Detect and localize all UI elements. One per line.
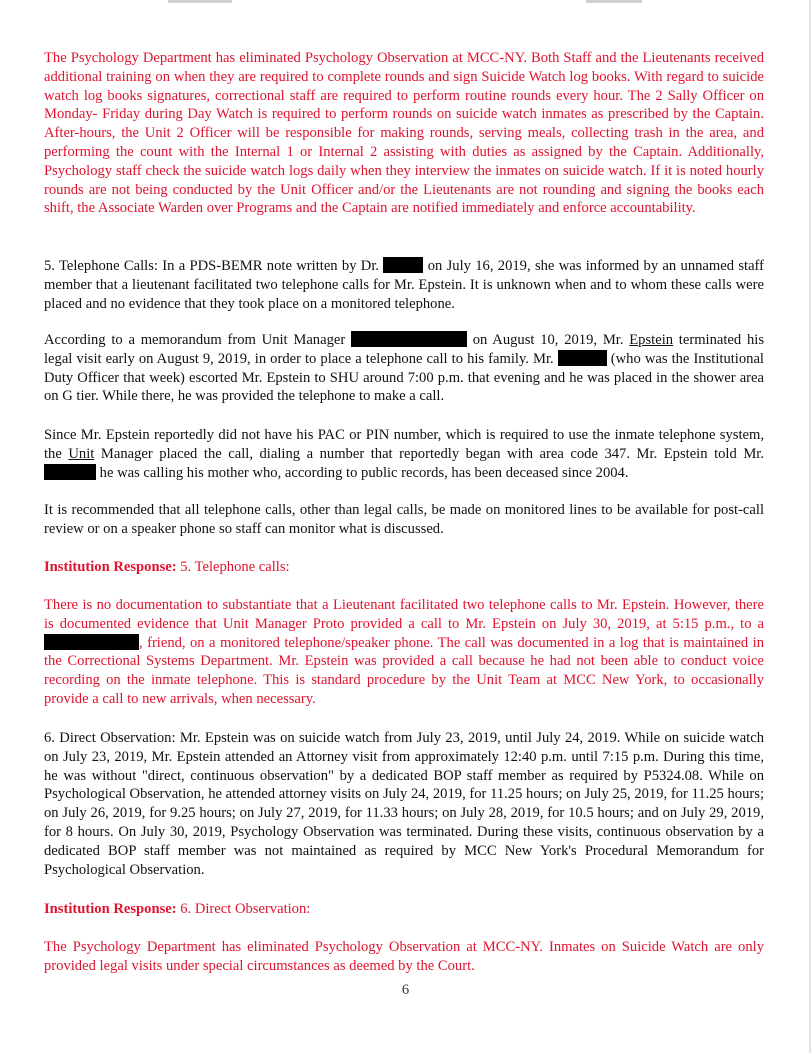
text-span: (who was the Institutional Duty Officer that week) escorted Mr. Epstein to SHU around 7:00 p.m. that evening and he was placed in the shower area on G tier. While there, he was provided the telephone to make a call. — [44, 350, 764, 405]
response-paragraph-suicide-watch: The Psychology Department has eliminated Psychology Observation at MCC-NY. Both Staff and the Lieutenants received additional training on when they are required to complete rounds and sign Suicide Watch log books. With regard to suicide watch log books signatures, correctional staff are required to perform routine rounds every hour. The 2 Sally Officer on Monday- Friday during Day Watch is required to perform rounds on suicide watch inmates as prescribed by the Captain. After-hours, the Unit 2 Officer will be responsible for making rounds, serving meals, collecting trash in the area, and performing the count with the Internal 1 or Internal 2 assisting with duties as assigned by the Captain. Additionally, Psychology staff check the suicide watch logs daily when they interview the inmates on suicide watch. If it is noted hourly rounds are not being conducted by the Unit Officer and/or the Lieutenants are not rounding and signing the books each shift, the Associate Warden over Programs and the Captain are notified immediately and enforce accountability. — [44, 50, 764, 217]
response-topic: 6. Direct Observation: — [176, 901, 311, 917]
page-number: 6 — [401, 982, 410, 998]
redaction-box — [383, 257, 423, 273]
text-span: According to a memorandum from Unit Manager — [44, 332, 351, 348]
response-topic: 5. Telephone calls: — [176, 559, 290, 575]
redaction-box — [558, 350, 607, 366]
text-span: Manager placed the call, dialing a number that reportedly began with area code 347. Mr. Epstein told Mr. — [94, 445, 764, 462]
scan-artifact-top-right — [586, 0, 642, 3]
text-span: , friend, on a monitored telephone/speaker phone. The call was documented in a log that is maintained in the Correctional Systems Department. Mr. Epstein was provided a call because he had not been able to conduct voice recording on the inmate telephone. This is standard procedure by the Unit Team at MCC New York, to occasionally provide a call to new arrivals, when necessary. — [44, 634, 764, 707]
scan-artifact-top-left — [168, 0, 232, 3]
response-label: Institution Response: — [44, 901, 177, 917]
text-span: on August 10, 2019, Mr. — [466, 332, 630, 348]
text-span: 5. Telephone Calls: In a PDS-BEMR note written by Dr. — [44, 258, 384, 274]
text-span: There is no documentation to substantiate that a Lieutenant facilitated two telephone calls to Mr. Epstein. However, there is documented evidence that Unit Manager Proto provided a call to Mr. Epstein on July 30, 2019, at 5:15 p.m., to a — [44, 597, 764, 632]
recommendation-paragraph: It is recommended that all telephone calls, other than legal calls, be made on monitored lines to be available for post-call review or on a speaker phone so staff can monitor what is discussed. — [44, 502, 764, 537]
underlined-text: Unit — [68, 445, 95, 462]
institution-response-heading-5 — [44, 558, 290, 577]
redaction-box — [44, 464, 96, 480]
redaction-box — [351, 331, 467, 347]
finding-telephone-calls — [44, 257, 764, 313]
text-span: he was calling his mother who, according to public records, has been deceased since 2004. — [96, 464, 629, 481]
redaction-box — [44, 634, 139, 650]
finding-direct-observation: 6. Direct Observation: Mr. Epstein was on suicide watch from July 23, 2019, until July 24, 2019. While on suicide watch on July 23, 2019, Mr. Epstein attended an Attorney visit from approximately 12:40 p.m. until 7:15 p.m. During this time, he was without "direct, continuous observation" by a dedicated BOP staff member as required by P5324.08. While on Psychological Observation, he attended attorney visits on July 24, 2019, for 11.25 hours; on July 25, 2019, for 11.25 hours; on July 26, 2019, for 9.25 hours; on July 27, 2019, for 11.33 hours; on July 28, 2019, for 10.5 hours; and on July 29, 2019, for 8 hours. On July 30, 2019, Psychology Observation was terminated. During these visits, continuous observation by a dedicated BOP staff member was not maintained as required by MCC New York's Procedural Memorandum for Psychological Observation. — [44, 730, 764, 878]
text-span: Since Mr. Epstein reportedly did not have his PAC or PIN number, which is required to use the inmate telephone system, the — [44, 427, 764, 462]
response-label: Institution Response: — [44, 559, 177, 575]
memorandum-paragraph — [44, 331, 764, 406]
text-span: terminated his legal visit early on August 9, 2019, in order to place a telephone call to his family. Mr. — [44, 332, 764, 367]
institution-response-heading-6 — [44, 900, 310, 919]
underlined-text: Epstein — [629, 332, 674, 348]
response-paragraph-observation: The Psychology Department has eliminated Psychology Observation at MCC-NY. Inmates on Suicide Watch are only provided legal visits under special circumstances as deemed by the Court. — [44, 939, 764, 974]
pin-number-paragraph — [44, 426, 764, 482]
response-paragraph-telephone — [44, 596, 764, 709]
text-span: on July 16, 2019, she was informed by an unnamed staff member that a lieutenant facilitated two telephone calls for Mr. Epstein. It is unknown when and to whom these calls were placed and no evidence that they took place on a monitored telephone. — [44, 258, 764, 312]
